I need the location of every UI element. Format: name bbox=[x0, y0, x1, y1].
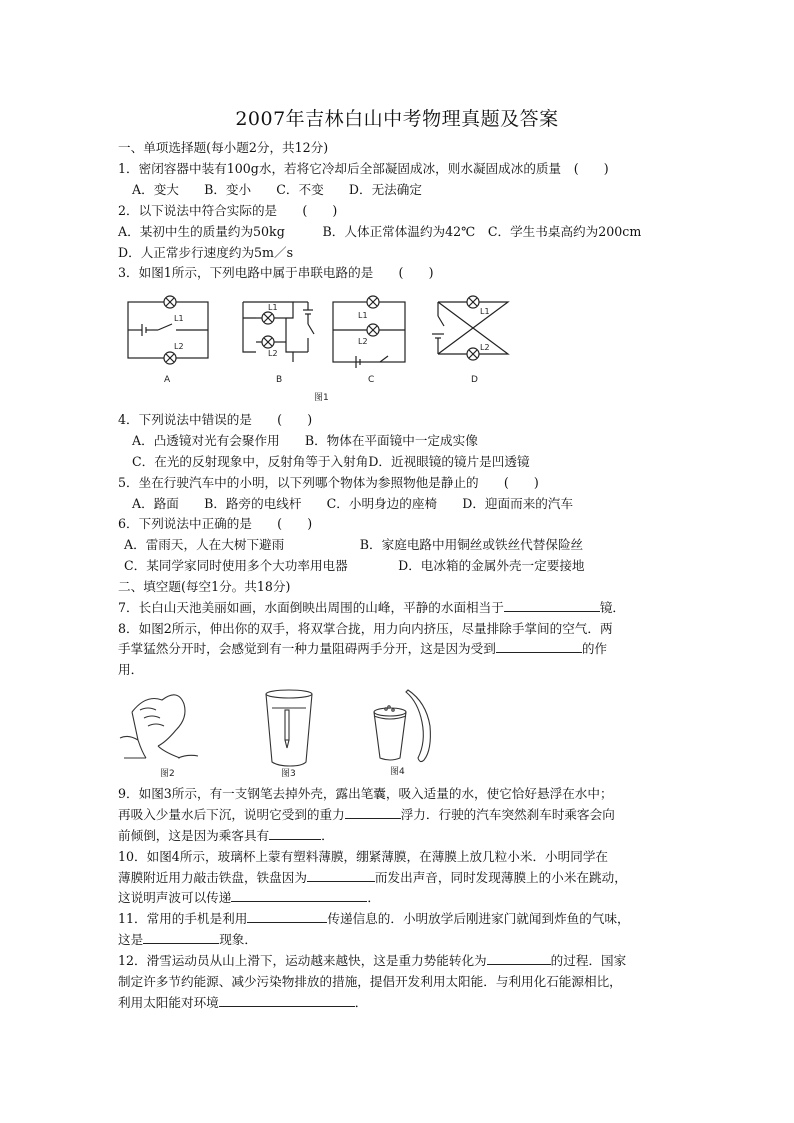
question-11-line-1: 11．常用的手机是利用 传递信息的．小明放学后刚进家门就闻到炸鱼的气味， bbox=[118, 911, 630, 926]
question-2-option-d: D．人正常步行速度约为5m／s bbox=[118, 245, 294, 260]
question-12-line-3: 利用太阳能对环境 ． bbox=[118, 995, 368, 1010]
page-title: 2007年吉林白山中考物理真题及答案 bbox=[235, 108, 559, 130]
glass-with-pen-illustration bbox=[266, 690, 312, 766]
circuit-label-c: C bbox=[368, 375, 375, 385]
question-9-line-1: 9．如图3所示，有一支钢笔去掉外壳，露出笔囊，吸入适量的水，使它恰好悬浮在水中； bbox=[118, 786, 613, 801]
question-2-options: A．某初中生的质量约为50kg B．人体正常体温约为42℃ C．学生书桌高约为200cm bbox=[118, 224, 642, 239]
answer-blank[interactable] bbox=[143, 932, 219, 944]
figure-1-caption: 图1 bbox=[314, 393, 329, 403]
answer-blank[interactable] bbox=[307, 870, 375, 882]
question-9-line-3: 前倾倒，这是因为乘客具有 ． bbox=[118, 828, 334, 843]
question-8-line-1: 8．如图2所示，伸出你的双手，将双掌合拢，用力向内挤压，尽量排除手掌间的空气．两 bbox=[118, 621, 613, 636]
circuit-c bbox=[333, 296, 405, 368]
glass-with-film-and-pan-illustration bbox=[374, 690, 430, 762]
lamp-label-l2: L2 bbox=[268, 349, 278, 358]
circuit-a bbox=[128, 296, 210, 364]
lamp-label-l1: L1 bbox=[358, 311, 368, 320]
question-4-options-cd: C．在光的反射现象中，反射角等于入射角D．近视眼镜的镜片是凹透镜 bbox=[132, 454, 530, 469]
circuit-label-a: A bbox=[164, 375, 171, 385]
question-8-line-2: 手掌猛然分开时，会感觉到有一种力量阻碍两手分开，这是因为受到 的作 bbox=[118, 641, 607, 656]
answer-blank[interactable] bbox=[269, 828, 321, 840]
answer-blank[interactable] bbox=[231, 890, 367, 902]
lamp-label-l2: L2 bbox=[480, 343, 490, 352]
question-12-line-2: 制定许多节约能源、减少污染物排放的措施，提倡开发利用太阳能．与利用化石能源相比， bbox=[118, 974, 622, 989]
lamp-label-l2: L2 bbox=[358, 337, 368, 346]
answer-blank[interactable] bbox=[504, 600, 600, 612]
question-6: 6．下列说法中正确的是 ( ) bbox=[118, 516, 313, 531]
circuit-b bbox=[243, 302, 314, 362]
question-12-line-1: 12．滑雪运动员从山上滑下，运动越来越快，这是重力势能转化为 的过程．国家 bbox=[118, 953, 627, 968]
answer-blank[interactable] bbox=[487, 953, 551, 965]
question-5-options: A．路面 B．路旁的电线杆 C．小明身边的座椅 D．迎面而来的汽车 bbox=[132, 496, 574, 511]
lamp-label-l1: L1 bbox=[480, 307, 490, 316]
circuit-label-d: D bbox=[471, 375, 478, 385]
figure-1-circuits bbox=[118, 290, 518, 405]
figure-4-caption: 图4 bbox=[390, 767, 405, 777]
lamp-label-l1: L1 bbox=[174, 314, 184, 323]
question-5: 5．坐在行驶汽车中的小明，以下列哪个物体为参照物他是静止的 ( ) bbox=[118, 475, 539, 490]
lamp-label-l2: L2 bbox=[174, 342, 184, 351]
figure-2-caption: 图2 bbox=[160, 769, 175, 779]
answer-blank[interactable] bbox=[219, 995, 355, 1007]
question-1: 1．密闭容器中装有100g水，若将它冷却后全部凝固成冰，则水凝固成冰的质量 ( ) bbox=[118, 161, 609, 176]
figures-2-3-4 bbox=[118, 682, 458, 782]
question-6-options-ab: A．雷雨天，人在大树下避雨 B．家庭电路中用铜丝或铁丝代替保险丝 bbox=[124, 537, 584, 552]
circuit-d bbox=[432, 296, 508, 360]
figure-3-caption: 图3 bbox=[281, 769, 296, 779]
question-10-line-1: 10．如图4所示，玻璃杯上蒙有塑料薄膜，绷紧薄膜，在薄膜上放几粒小米．小明同学在 bbox=[118, 849, 609, 864]
question-3: 3．如图1所示，下列电路中属于串联电路的是 ( ) bbox=[118, 265, 434, 280]
lamp-label-l1: L1 bbox=[268, 303, 278, 312]
question-10-line-3: 这说明声波可以传递 ． bbox=[118, 890, 380, 905]
question-6-options-cd: C．某同学家同时使用多个大功率用电器 D．电冰箱的金属外壳一定要接地 bbox=[124, 558, 585, 573]
question-4-options-ab: A．凸透镜对光有会聚作用 B．物体在平面镜中一定成实像 bbox=[132, 433, 478, 448]
answer-blank[interactable] bbox=[496, 641, 582, 653]
question-10-line-2: 薄膜附近用力敲击铁盘，铁盘因为 而发出声音，同时发现薄膜上的小米在跳动， bbox=[118, 870, 627, 885]
section-heading-fill: 二、填空题(每空1分。共18分) bbox=[118, 579, 291, 594]
question-9-line-2: 再吸入少量水后下沉，说明它受到的重力 浮力．行驶的汽车突然刹车时乘客会向 bbox=[118, 807, 615, 822]
question-8-line-3: 用． bbox=[118, 662, 144, 677]
question-11-line-2: 这是 现象． bbox=[118, 932, 257, 947]
answer-blank[interactable] bbox=[247, 911, 327, 923]
question-7: 7．长白山天池美丽如画，水面倒映出周围的山峰，平静的水面相当于 镜． bbox=[118, 600, 626, 615]
section-heading-choice: 一、单项选择题(每小题2分，共12分) bbox=[118, 140, 329, 155]
answer-blank[interactable] bbox=[345, 807, 401, 819]
question-4: 4．下列说法中错误的是 ( ) bbox=[118, 412, 313, 427]
clasped-hands-illustration bbox=[120, 695, 198, 758]
question-1-options: A．变大 B．变小 C．不变 D．无法确定 bbox=[132, 182, 422, 197]
question-2: 2．以下说法中符合实际的是 ( ) bbox=[118, 203, 338, 218]
circuit-label-b: B bbox=[276, 375, 283, 385]
